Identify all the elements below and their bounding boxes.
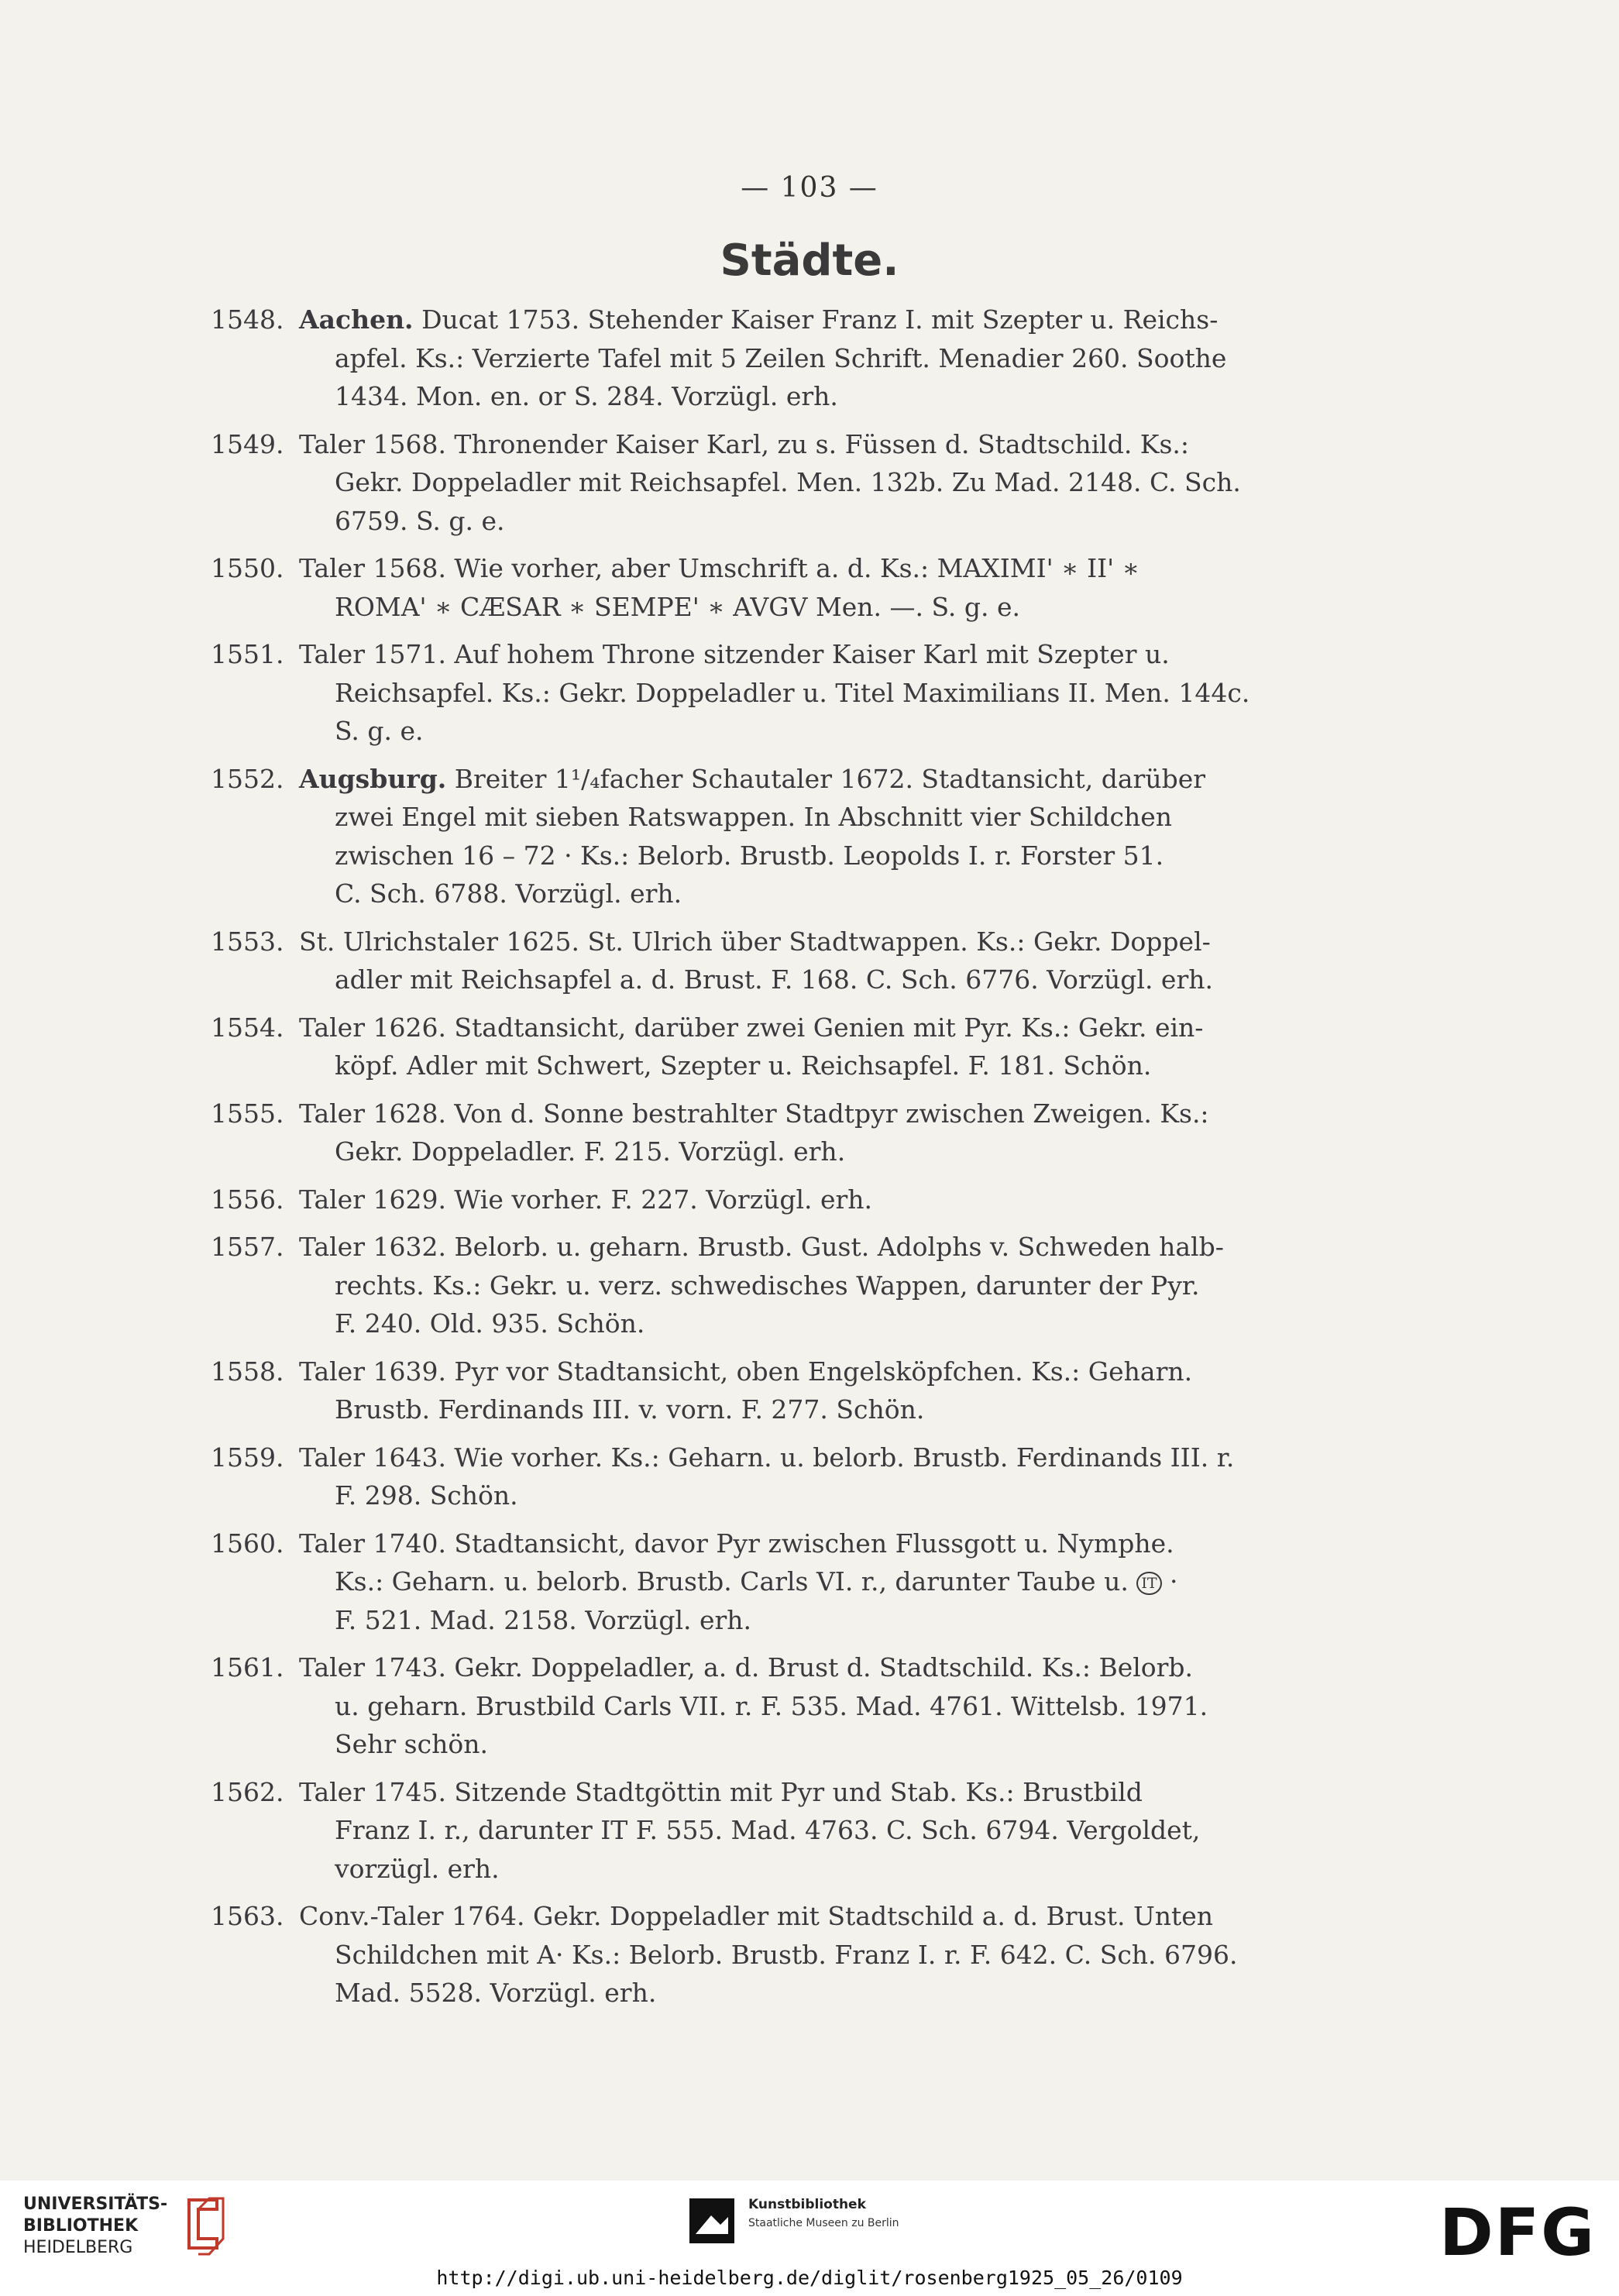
entry-line: Gekr. Doppeladler mit Reichsapfel. Men. 132b. Zu Mad. 2148. C. Sch.: [335, 467, 1241, 497]
catalog-entry: [211, 549, 1261, 626]
entry-line: Breiter 1¹/₄facher Schautaler 1672. Stadtansicht, darüber: [454, 763, 1206, 794]
entry-number: 1556.: [211, 1184, 284, 1215]
entry-line: St. Ulrichstaler 1625. St. Ulrich über Stadtwappen. Ks.: Gekr. Doppel-: [299, 926, 1211, 957]
entry-line: Taler 1643. Wie vorher. Ks.: Geharn. u. belorb. Brustb. Ferdinands III. r.: [299, 1442, 1235, 1473]
entry-line: Brustb. Ferdinands III. v. vorn. F. 277. Schön.: [335, 1394, 925, 1425]
catalog-entry: [211, 1648, 1261, 1764]
entry-line: Mad. 5528. Vorzügl. erh.: [335, 1978, 657, 2008]
catalog-entry: [211, 1438, 1261, 1515]
entry-line: F. 240. Old. 935. Schön.: [335, 1308, 645, 1339]
entry-line: zwischen 16 – 72 · Ks.: Belorb. Brustb. Leopolds I. r. Forster 51.: [335, 840, 1164, 871]
entry-line: Conv.-Taler 1764. Gekr. Doppeladler mit Stadtschild a. d. Brust. Unten: [299, 1901, 1214, 1931]
catalog-entry: [211, 1095, 1261, 1171]
entry-line: vorzügl. erh.: [335, 1853, 500, 1884]
entry-line: zwei Engel mit sieben Ratswappen. In Abschnitt vier Schildchen: [335, 802, 1172, 832]
catalog-entry: [211, 923, 1261, 999]
entry-line: 1434. Mon. en. or S. 284. Vorzügl. erh.: [335, 381, 838, 411]
mintmark-ring: IT: [1136, 1572, 1161, 1595]
entry-number: 1552.: [211, 763, 284, 794]
entry-line: F. 521. Mad. 2158. Vorzügl. erh.: [335, 1604, 752, 1635]
kunstbibliothek-icon: [689, 2198, 734, 2243]
city-heading: Augsburg.: [299, 763, 447, 794]
entry-number: 1553.: [211, 926, 284, 957]
entry-line: Taler 1639. Pyr vor Stadtansicht, oben Engelsköpfchen. Ks.: Geharn.: [299, 1356, 1193, 1387]
entry-number: 1548.: [211, 304, 284, 335]
entry-line: Taler 1632. Belorb. u. geharn. Brustb. Gust. Adolphs v. Schweden halb-: [299, 1232, 1224, 1262]
entry-line: Taler 1629. Wie vorher. F. 227. Vorzügl. erh.: [299, 1184, 873, 1215]
entry-line: S. g. e.: [335, 716, 424, 746]
page-title: Städte.: [720, 235, 899, 286]
entry-line: Reichsapfel. Ks.: Gekr. Doppeladler u. Titel Maximilians II. Men. 144c.: [335, 677, 1250, 708]
entry-number: 1563.: [211, 1901, 284, 1931]
entry-line: Schildchen mit A· Ks.: Belorb. Brustb. Franz I. r. F. 642. C. Sch. 6796.: [335, 1939, 1238, 1970]
logo-line: HEIDELBERG: [23, 2238, 133, 2257]
entry-line: Taler 1628. Von d. Sonne bestrahlter Stadtpyr zwischen Zweigen. Ks.:: [299, 1098, 1209, 1129]
kunstbibliothek-name: Kunstbibliothek: [748, 2197, 866, 2212]
catalog-entries: [211, 301, 1261, 2022]
page-number: — 103 —: [741, 172, 878, 204]
entry-line: adler mit Reichsapfel a. d. Brust. F. 168. C. Sch. 6776. Vorzügl. erh.: [335, 964, 1213, 995]
entry-line: C. Sch. 6788. Vorzügl. erh.: [335, 878, 682, 909]
entry-line: Taler 1626. Stadtansicht, darüber zwei Genien mit Pyr. Ks.: Gekr. ein-: [299, 1012, 1204, 1043]
entry-line: Taler 1571. Auf hohem Throne sitzender Kaiser Karl mit Szepter u.: [299, 639, 1170, 669]
catalog-entry: [211, 301, 1261, 416]
catalog-entry: [211, 1009, 1261, 1085]
catalog-entry: [211, 1181, 1261, 1219]
entry-number: 1562.: [211, 1776, 284, 1807]
entry-line: F. 298. Schön.: [335, 1480, 518, 1511]
entry-line: Gekr. Doppeladler. F. 215. Vorzügl. erh.: [335, 1136, 846, 1167]
entry-number: 1551.: [211, 639, 284, 669]
city-heading: Aachen.: [299, 304, 414, 335]
catalog-entry: [211, 425, 1261, 541]
catalog-entry: [211, 635, 1261, 751]
entry-number: 1555.: [211, 1098, 284, 1129]
entry-line: Taler 1568. Thronender Kaiser Karl, zu s. Füssen d. Stadtschild. Ks.:: [299, 428, 1189, 459]
entry-line: Taler 1745. Sitzende Stadtgöttin mit Pyr und Stab. Ks.: Brustbild: [299, 1776, 1143, 1807]
catalog-entry: [211, 1228, 1261, 1343]
entry-number: 1560.: [211, 1528, 284, 1559]
logo-line: UNIVERSITÄTS-: [23, 2195, 168, 2214]
catalog-entry: [211, 1353, 1261, 1429]
entry-number: 1557.: [211, 1232, 284, 1262]
entry-number: 1554.: [211, 1012, 284, 1043]
kunstbibliothek-subtitle: Staatliche Museen zu Berlin: [748, 2217, 899, 2229]
entry-line: Sehr schön.: [335, 1729, 488, 1759]
entry-number: 1549.: [211, 428, 284, 459]
entry-line: Taler 1740. Stadtansicht, davor Pyr zwischen Flussgott u. Nymphe.: [299, 1528, 1174, 1559]
library-emblem-icon: [163, 2192, 226, 2267]
entry-line: Ks.: Geharn. u. belorb. Brustb. Carls VI. r., darunter Taube u.: [335, 1566, 1129, 1597]
entry-line: ROMA' ∗ CÆSAR ∗ SEMPE' ∗ AVGV Men. —. S. g. e.: [335, 591, 1021, 622]
entry-number: 1558.: [211, 1356, 284, 1387]
entry-line: u. geharn. Brustbild Carls VII. r. F. 535. Mad. 4761. Wittelsb. 1971.: [335, 1690, 1208, 1721]
catalog-entry: [211, 760, 1261, 913]
entry-line: Franz I. r., darunter IT F. 555. Mad. 4763. C. Sch. 6794. Vergoldet,: [335, 1815, 1201, 1845]
entry-number: 1559.: [211, 1442, 284, 1473]
entry-line: Taler 1743. Gekr. Doppeladler, a. d. Brust d. Stadtschild. Ks.: Belorb.: [299, 1652, 1194, 1682]
entry-line: 6759. S. g. e.: [335, 505, 505, 536]
logo-line: BIBLIOTHEK: [23, 2216, 139, 2236]
kunstbibliothek-logo[interactable]: [748, 2197, 899, 2229]
catalog-entry: 1560. Taler 1740. Stadtansicht, davor Pyr zwischen Flussgott u. Nymphe. Ks.: Geharn. u. belorb. Brustb. Carls VI. r., darunter Taube u. IT · F. 521. Mad. 2158. Vorzügl. erh.: [211, 1524, 1261, 1640]
entry-line: köpf. Adler mit Schwert, Szepter u. Reichsapfel. F. 181. Schön.: [335, 1050, 1152, 1081]
dfg-logo[interactable]: DFG: [1439, 2195, 1597, 2270]
permalink-url[interactable]: http://digi.ub.uni-heidelberg.de/diglit/rosenberg1925_05_26/0109: [436, 2267, 1183, 2289]
catalog-entry: [211, 1773, 1261, 1889]
entry-line: Taler 1568. Wie vorher, aber Umschrift a. d. Ks.: MAXIMI' ∗ II' ∗: [299, 553, 1140, 583]
entry-line: apfel. Ks.: Verzierte Tafel mit 5 Zeilen Schrift. Menadier 260. Soothe: [335, 342, 1227, 373]
entry-line: rechts. Ks.: Gekr. u. verz. schwedisches Wappen, darunter der Pyr.: [335, 1270, 1200, 1301]
entry-line: Ducat 1753. Stehender Kaiser Franz I. mit Szepter u. Reichs-: [421, 304, 1219, 335]
entry-number: 1561.: [211, 1652, 284, 1682]
catalog-entry: [211, 1897, 1261, 2012]
entry-number: 1550.: [211, 553, 284, 583]
